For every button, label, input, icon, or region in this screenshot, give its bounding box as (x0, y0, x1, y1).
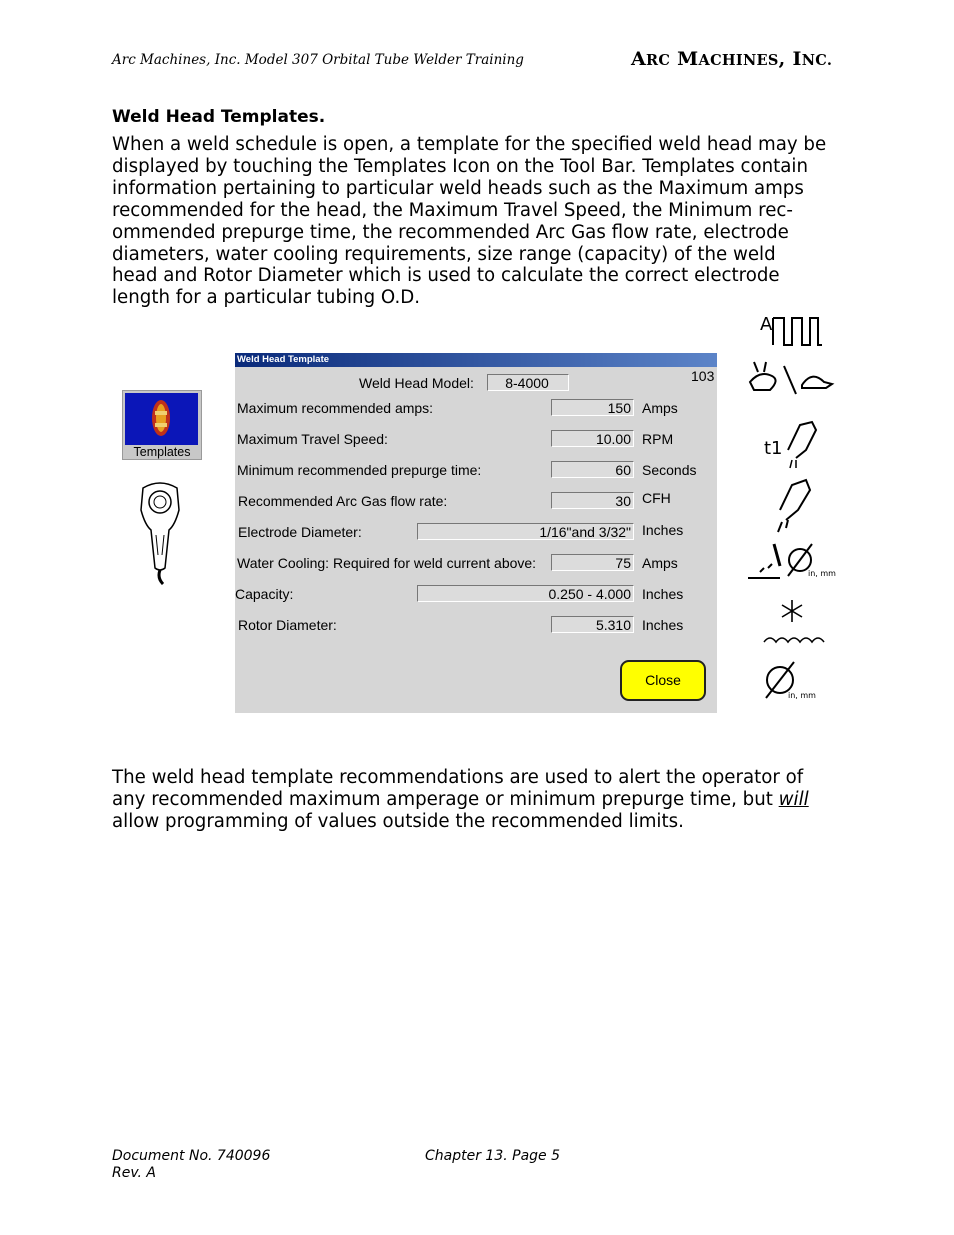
electrode-diameter-icon (748, 544, 836, 578)
capacity-unit: Inches (642, 586, 684, 602)
paragraph-line: head and Rotor Diameter which is used to calculate the correct electrode (112, 265, 780, 287)
brand-i: I (792, 48, 802, 70)
paragraph-line: The weld head template recommendations are used to alert the operator of (112, 767, 804, 788)
units-b: in, mm (788, 691, 816, 700)
brand-comma: , (778, 48, 793, 70)
templates-icon (125, 393, 198, 445)
paragraph-line: recommended for the head, the Maximum Travel Speed, the Minimum rec- (112, 199, 793, 221)
dialog-title: Weld Head Template (235, 353, 717, 367)
max-travel-speed-unit: RPM (642, 431, 674, 447)
water-cooling-icon (764, 600, 824, 642)
max-travel-speed-field[interactable]: 10.00 (551, 430, 634, 447)
rotor-diameter-field[interactable]: 5.310 (551, 616, 634, 633)
electrode-diameter-unit: Inches (642, 522, 684, 538)
arc-gas-flow-label: Recommended Arc Gas flow rate: (238, 493, 448, 509)
rotor-diameter-unit: Inches (642, 617, 684, 633)
footer-left (112, 1148, 270, 1182)
template-code: 103 (691, 368, 715, 384)
arc-gas-flow-field[interactable]: 30 (551, 492, 634, 509)
units-a: in, mm (808, 569, 836, 578)
brand-achines: ACHINES (698, 52, 779, 69)
template-legend-icons (740, 310, 840, 710)
prepurge-time-field[interactable]: 60 (551, 461, 634, 478)
intro-paragraph (112, 134, 847, 309)
rotor-diameter-label: Rotor Diameter: (238, 617, 337, 633)
t1-label: t1 (764, 438, 783, 459)
paragraph-line: allow programming of values outside the recommended limits. (112, 810, 684, 832)
electrode-diameter-field[interactable]: 1/16"and 3/32" (417, 523, 634, 540)
pulse-letter: A (760, 314, 773, 335)
emphasis-will: will (778, 788, 809, 810)
paragraph-line: displayed by touching the Templates Icon on the Tool Bar. Templates contain (112, 155, 808, 177)
paragraph-line: When a weld schedule is open, a template for the specified weld head may be (112, 134, 827, 155)
close-button[interactable]: Close (620, 660, 706, 701)
paragraph-line: diameters, water cooling requirements, size range (capacity) of the weld (112, 243, 776, 265)
templates-label: Templates (133, 445, 191, 459)
capacity-label: Capacity: (235, 586, 294, 602)
gas-flow-icon (778, 480, 810, 532)
brand-m: M (677, 48, 699, 70)
section-title: Weld Head Templates. (112, 107, 326, 127)
max-amps-label: Maximum recommended amps: (237, 400, 434, 416)
paragraph-line (112, 789, 847, 811)
prepurge-time-label: Minimum recommended prepurge time: (237, 462, 482, 478)
weld-head-model-label: Weld Head Model: (359, 375, 474, 391)
electrode-diameter-label: Electrode Diameter: (238, 524, 362, 540)
max-travel-speed-label: Maximum Travel Speed: (237, 431, 388, 447)
arc-gas-flow-unit: CFH (642, 490, 671, 506)
water-cooling-field[interactable]: 75 (551, 554, 634, 571)
paragraph-line: information pertaining to particular weld heads such as the Maximum amps (112, 177, 804, 199)
paragraph-line: length for a particular tubing O.D. (112, 287, 421, 309)
brand-logo (631, 48, 832, 70)
revision: Rev. A (112, 1165, 156, 1181)
pendant-icon (135, 480, 185, 589)
brand-a: A (631, 48, 647, 70)
weld-head-template-dialog (235, 353, 717, 713)
header-title: Arc Machines, Inc. Model 307 Orbital Tube Welder Training (112, 52, 524, 68)
prepurge-time-unit: Seconds (642, 462, 697, 478)
rabbit-turtle-speed-icon (750, 362, 832, 394)
recommendation-paragraph (112, 767, 847, 833)
page-number: Chapter 13. Page 5 (425, 1148, 561, 1164)
rotor-diameter-icon (766, 662, 816, 700)
water-cooling-label: Water Cooling: Required for weld current above: (237, 555, 537, 571)
prepurge-time-icon (764, 422, 816, 468)
water-cooling-unit: Amps (642, 555, 678, 571)
templates-button[interactable] (122, 390, 202, 460)
brand-rc: RC (646, 52, 671, 69)
line2-text: any recommended maximum amperage or minimum prepurge time, but (112, 788, 779, 810)
pulse-amps-icon (760, 314, 822, 345)
weld-head-model-field[interactable]: 8-4000 (487, 374, 569, 391)
document-number: Document No. 740096 (112, 1148, 271, 1164)
capacity-field[interactable]: 0.250 - 4.000 (417, 585, 634, 602)
brand-nc: NC. (801, 52, 833, 69)
paragraph-line: ommended prepurge time, the recommended Arc Gas flow rate, electrode (112, 221, 789, 243)
max-amps-unit: Amps (642, 400, 678, 416)
max-amps-field[interactable]: 150 (551, 399, 634, 416)
